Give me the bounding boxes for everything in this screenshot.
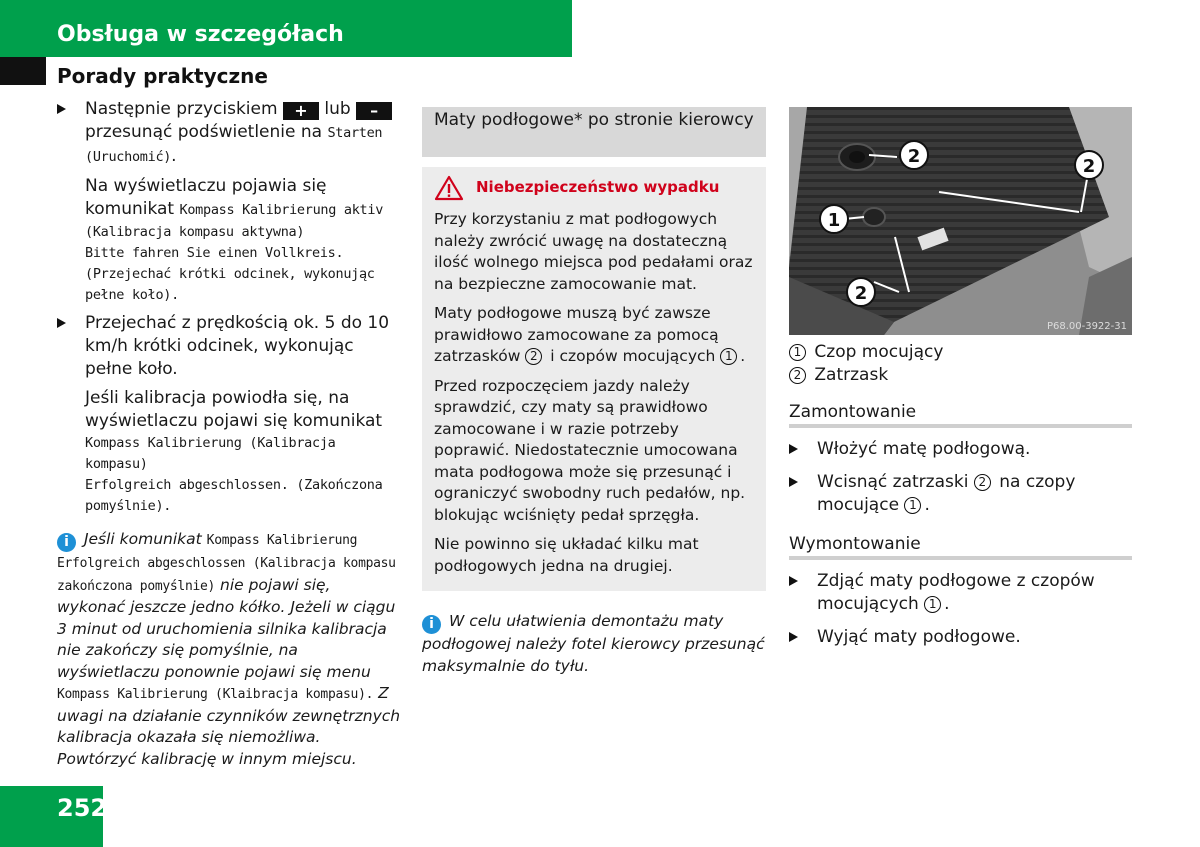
- warning-box: [422, 167, 766, 591]
- section-heading: Maty podłogowe* po stronie kierowcy: [422, 107, 766, 157]
- paragraph-text: Jeśli kalibracja powiodła się, na wyświetlaczu pojawi się komunikat: [85, 388, 383, 431]
- section-marker: [0, 57, 46, 85]
- legend-item: [789, 364, 1132, 387]
- paragraph-text: Na wyświetlaczu pojawia się komunikat: [85, 176, 327, 219]
- warning-text: i czopów mocujących: [550, 347, 716, 365]
- info-note: [57, 529, 402, 770]
- step-text: Następnie przyciskiem: [85, 99, 278, 119]
- photo-legend: [789, 341, 1132, 387]
- punctuation: .: [924, 495, 930, 515]
- warning-label: Niebezpieczeństwo wypadku: [476, 178, 720, 197]
- callout-1-marker: 1: [789, 344, 806, 361]
- display-text-translation: (Kalibracja kompasu aktywna): [85, 224, 305, 240]
- warning-paragraph: Przy korzystaniu z mat podłogowych należy zwrócić uwagę na dostateczną ilość wolnego miejsca pod pedałami oraz na bezpieczne zamocowanie mat.: [434, 210, 753, 293]
- display-text: Kompass Kalibrierung (Kalibracja kompasu): [85, 435, 336, 472]
- step-text: na czopy mocujące: [817, 472, 1076, 515]
- callout-2-marker: 2: [525, 348, 542, 365]
- info-icon: i: [57, 533, 76, 552]
- step-text: Wyjąć maty podłogowe.: [817, 627, 1021, 647]
- floor-mat-photo: [789, 107, 1132, 335]
- callout-number: 2: [907, 146, 921, 167]
- warning-paragraph: [434, 303, 754, 368]
- info-text: W celu ułatwienia demontażu maty podłogowej należy fotel kierowcy przesunąć maksymalnie do tyłu.: [422, 612, 765, 675]
- callout-number: 1: [827, 210, 841, 231]
- display-text: Bitte fahren Sie einen Vollkreis.: [85, 245, 344, 261]
- left-column: [57, 98, 402, 770]
- chapter-title: Obsługa w szczegółach: [57, 22, 344, 47]
- callout-2-label: [1075, 151, 1103, 179]
- right-column: [789, 107, 1132, 649]
- info-note: [422, 611, 766, 677]
- callout-1-marker: 1: [924, 596, 941, 613]
- display-text: Kompass Kalibrierung aktiv: [179, 202, 384, 218]
- display-text: Kompass Kalibrierung Erfolgreich abgeschlossen (Kalibracja kompasu zakończona pomyślnie): [57, 533, 396, 594]
- callout-1-marker: 1: [904, 497, 921, 514]
- photo-code: P68.00-3922-31: [1046, 321, 1127, 332]
- punctuation: .: [740, 347, 746, 365]
- step-text: Zdjąć maty podłogowe z czopów mocujących: [817, 571, 1095, 614]
- display-text-translation: (Przejechać krótki odcinek, wykonując pełne koło).: [85, 266, 375, 303]
- bullet-arrow-icon: [789, 444, 798, 454]
- mounting-heading: Zamontowanie: [789, 401, 1132, 428]
- success-paragraph: [57, 387, 402, 517]
- bullet-arrow-icon: [789, 632, 798, 642]
- page-number: 252: [57, 794, 108, 822]
- callout-2-label: [847, 278, 875, 306]
- step-select-starten: [57, 98, 402, 169]
- mount-step: [789, 471, 1132, 517]
- step-text: Wcisnąć zatrzaski: [817, 472, 969, 492]
- middle-column: [422, 107, 766, 677]
- callout-number: 2: [854, 283, 868, 304]
- step-text: lub: [324, 99, 351, 119]
- info-text: Z uwagi na działanie czynników zewnętrznych kalibracja okazała się niemożliwa. Powtórzyć kalibrację w innym miejscu.: [57, 684, 401, 768]
- callout-2-marker: 2: [789, 367, 806, 384]
- section-title: Porady praktyczne: [57, 64, 268, 88]
- info-text: nie pojawi się, wykonać jeszcze jedno kółko. Jeżeli w ciągu 3 minut od uruchomienia silnika kalibracja nie zakończy się pomyślnie, na wyświetlaczu ponownie pojawi się menu: [57, 575, 396, 681]
- dismounting-heading: Wymontowanie: [789, 533, 1132, 560]
- warning-paragraph: Przed rozpoczęciem jazdy należy sprawdzić, czy maty są prawidłowo zamocowane i w razie potrzeby poprawić. Niedostatecznie umocowana mata podłogowa może się przesunąć i ograniczyć swobodny ruch pedałów, np. blokując wciśnięty pedał sprzęgła.: [434, 376, 746, 524]
- plus-key-icon: +: [283, 102, 319, 120]
- step-drive-circle: [57, 312, 402, 381]
- punctuation: .: [171, 146, 177, 166]
- message-paragraph: [57, 175, 402, 306]
- bullet-arrow-icon: [57, 104, 66, 114]
- dismount-step: [789, 626, 1132, 649]
- info-text: Jeśli komunikat: [83, 530, 202, 548]
- warning-header: [434, 175, 754, 201]
- callout-1-marker: 1: [720, 348, 737, 365]
- bullet-arrow-icon: [789, 477, 798, 487]
- warning-paragraph: Nie powinno się układać kilku mat podłogowych jedna na drugiej.: [434, 535, 699, 575]
- bullet-arrow-icon: [57, 318, 66, 328]
- dismount-step: [789, 570, 1132, 616]
- step-text: Przejechać z prędkością ok. 5 do 10 km/h krótki odcinek, wykonując pełne koło.: [85, 313, 390, 379]
- bullet-arrow-icon: [789, 576, 798, 586]
- step-text: Włożyć matę podłogową.: [817, 439, 1031, 459]
- display-text: Erfolgreich abgeschlossen. (Zakończona pomyślnie).: [85, 477, 383, 514]
- warning-triangle-icon: [434, 175, 464, 201]
- minus-key-icon: –: [356, 102, 392, 120]
- callout-2-marker: 2: [974, 474, 991, 491]
- callout-number: 2: [1082, 156, 1096, 177]
- legend-text: Zatrzask: [814, 365, 889, 385]
- legend-text: Czop mocujący: [814, 342, 944, 362]
- info-icon: i: [422, 615, 441, 634]
- display-text: Kompass Kalibrierung (Klaibracja kompasu).: [57, 687, 374, 702]
- callout-1-label: [820, 205, 848, 233]
- display-text-translation: (Uruchomić): [85, 149, 172, 165]
- step-text: przesunąć podświetlenie na: [85, 122, 323, 142]
- warning-text: Maty podłogowe muszą być zawsze prawidłowo zamocowane za pomocą zatrzasków: [434, 304, 719, 365]
- display-text: Starten: [327, 125, 383, 141]
- callout-2-label: [900, 141, 928, 169]
- punctuation: .: [944, 594, 950, 614]
- legend-item: [789, 341, 1132, 364]
- mount-step: [789, 438, 1132, 461]
